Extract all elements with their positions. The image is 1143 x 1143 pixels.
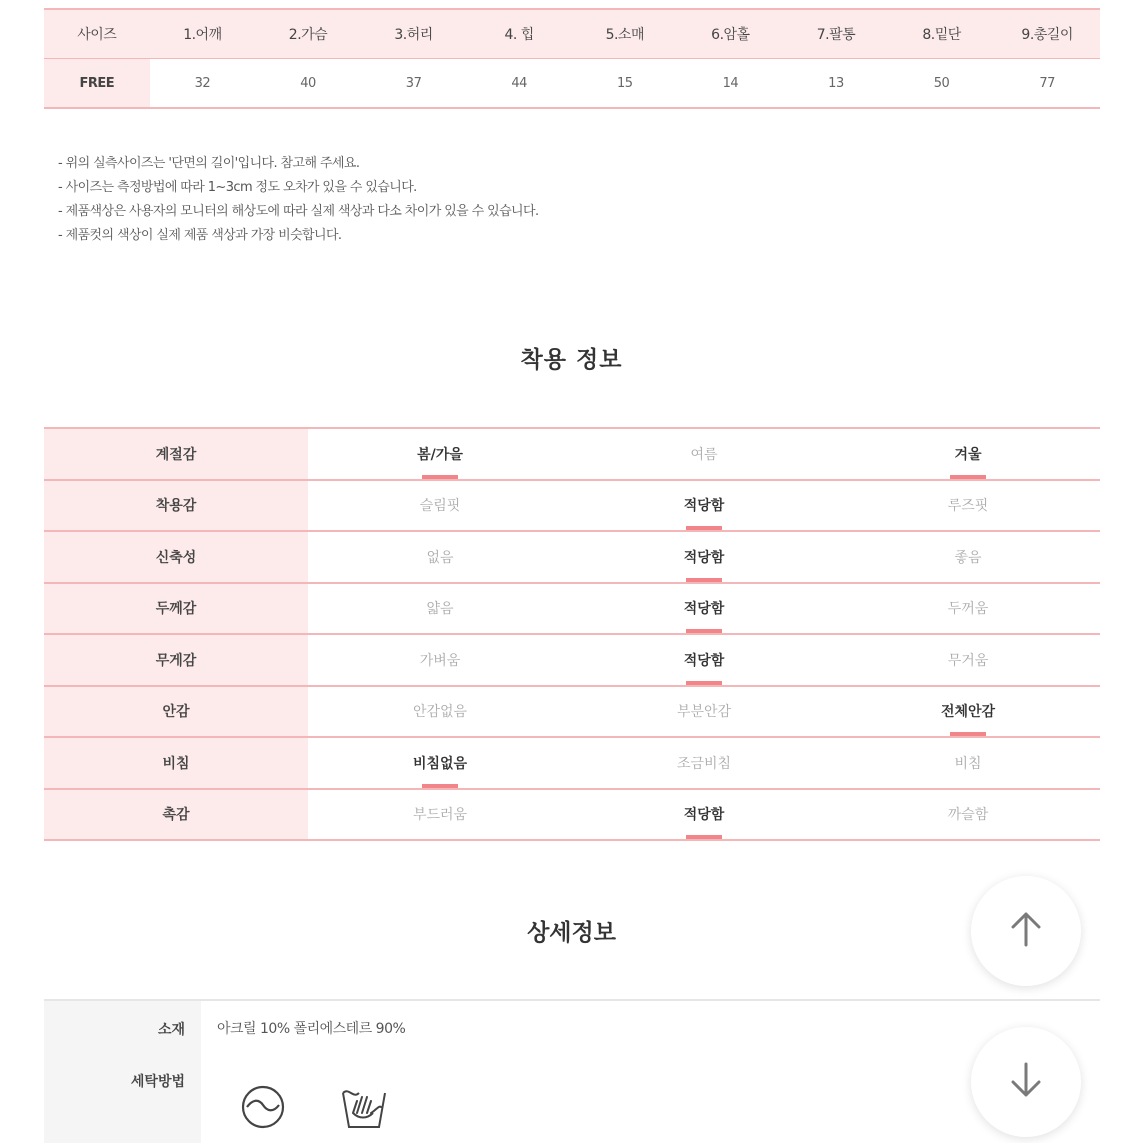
fit-option: 없음	[426, 549, 454, 566]
fit-option: 루즈핏	[947, 498, 989, 515]
size-value-cell: 15	[616, 75, 633, 91]
fit-option-selected: 적당함	[572, 635, 836, 685]
scroll-down-button[interactable]	[971, 1027, 1081, 1137]
size-header-cell: 5.소매	[605, 27, 644, 43]
size-header-cell: 6.암홀	[711, 27, 750, 43]
note-line: - 제품색상은 사용자의 모니터의 해상도에 따라 실제 색상과 다소 차이가 있을 수 있습니다.	[58, 204, 539, 219]
fit-option: 조금비침	[676, 755, 732, 772]
size-table	[44, 8, 1100, 109]
size-header-cell: 2.가슴	[288, 27, 328, 43]
size-header-cell: 4. 힙	[504, 27, 534, 43]
fit-option: 좋음	[954, 549, 982, 566]
detail-info-table	[44, 999, 1100, 1143]
size-value-cell: 37	[405, 75, 422, 91]
gentle-wash-icon	[239, 1083, 287, 1135]
fit-row	[44, 738, 1100, 790]
fit-option: 부분안감	[676, 704, 732, 721]
fit-option: 얇음	[426, 601, 454, 618]
note-line: - 사이즈는 측정방법에 따라 1~3cm 정도 오차가 있을 수 있습니다.	[58, 180, 417, 195]
fit-row-label: 안감	[44, 687, 308, 737]
material-label: 소재	[157, 1022, 185, 1038]
fit-row-label: 두께감	[44, 584, 308, 634]
fit-option: 부드러움	[412, 807, 468, 824]
size-value-cell: 40	[300, 75, 316, 91]
size-table-row	[44, 59, 1100, 109]
size-value-cell: 44	[511, 75, 527, 91]
detail-label-column	[44, 1001, 201, 1143]
fit-option-selected: 적당함	[572, 584, 836, 634]
fit-row	[44, 429, 1100, 481]
fit-option-selected: 적당함	[572, 532, 836, 582]
fit-option: 가벼움	[419, 652, 461, 669]
fit-row-label: 촉감	[44, 790, 308, 840]
fit-option-selected: 전체안감	[836, 687, 1100, 737]
detail-info-title: 상세정보	[527, 920, 616, 946]
fit-option: 무거움	[947, 652, 989, 669]
size-header-cell: 3.허리	[394, 27, 433, 43]
fit-info-title: 착용 정보	[520, 347, 623, 373]
arrow-down-icon	[1006, 1060, 1046, 1104]
material-value: 아크릴 10% 폴리에스테르 90%	[217, 1021, 406, 1037]
fit-option-selected: 비침없음	[308, 738, 572, 788]
wash-label: 세탁방법	[130, 1074, 185, 1090]
fit-row	[44, 481, 1100, 533]
size-value-cell: 14	[722, 75, 739, 91]
fit-option: 슬림핏	[419, 498, 461, 515]
size-header-cell: 사이즈	[77, 27, 117, 43]
fit-option: 까슬함	[947, 807, 989, 824]
fit-row-label: 비침	[44, 738, 308, 788]
size-value-cell: 32	[194, 75, 211, 91]
size-header-cell: 7.팔통	[816, 27, 856, 43]
hand-wash-icon	[339, 1083, 389, 1135]
size-header-cell: 9.총길이	[1021, 27, 1073, 43]
size-value-cell: FREE	[44, 59, 150, 107]
fit-option: 비침	[954, 755, 982, 772]
note-line: - 제품컷의 색상이 실제 제품 색상과 가장 비슷합니다.	[58, 228, 342, 243]
size-value-cell: 13	[828, 75, 844, 91]
fit-row	[44, 584, 1100, 636]
fit-option: 안감없음	[412, 704, 468, 721]
fit-row	[44, 790, 1100, 842]
fit-row-label: 무게감	[44, 635, 308, 685]
size-notes	[58, 152, 539, 248]
fit-option-selected: 겨울	[836, 429, 1100, 479]
note-line: - 위의 실측사이즈는 '단면의 길이'입니다. 참고해 주세요.	[58, 156, 360, 171]
fit-row	[44, 687, 1100, 739]
fit-option-selected: 봄/가을	[308, 429, 572, 479]
fit-option: 두꺼움	[947, 601, 989, 618]
size-value-cell: 77	[1039, 75, 1055, 91]
fit-option-selected: 적당함	[572, 790, 836, 840]
size-header-cell: 8.밑단	[922, 27, 961, 43]
arrow-up-icon	[1006, 909, 1046, 953]
fit-info-table	[44, 427, 1100, 841]
fit-row-label: 신축성	[44, 532, 308, 582]
size-header-cell: 1.어깨	[183, 27, 222, 43]
fit-option: 여름	[690, 446, 718, 463]
size-table-header	[44, 8, 1100, 59]
fit-row	[44, 635, 1100, 687]
fit-row-label: 계절감	[44, 429, 308, 479]
fit-row	[44, 532, 1100, 584]
scroll-up-button[interactable]	[971, 876, 1081, 986]
fit-option-selected: 적당함	[572, 481, 836, 531]
size-value-cell: 50	[933, 75, 950, 91]
fit-row-label: 착용감	[44, 481, 308, 531]
